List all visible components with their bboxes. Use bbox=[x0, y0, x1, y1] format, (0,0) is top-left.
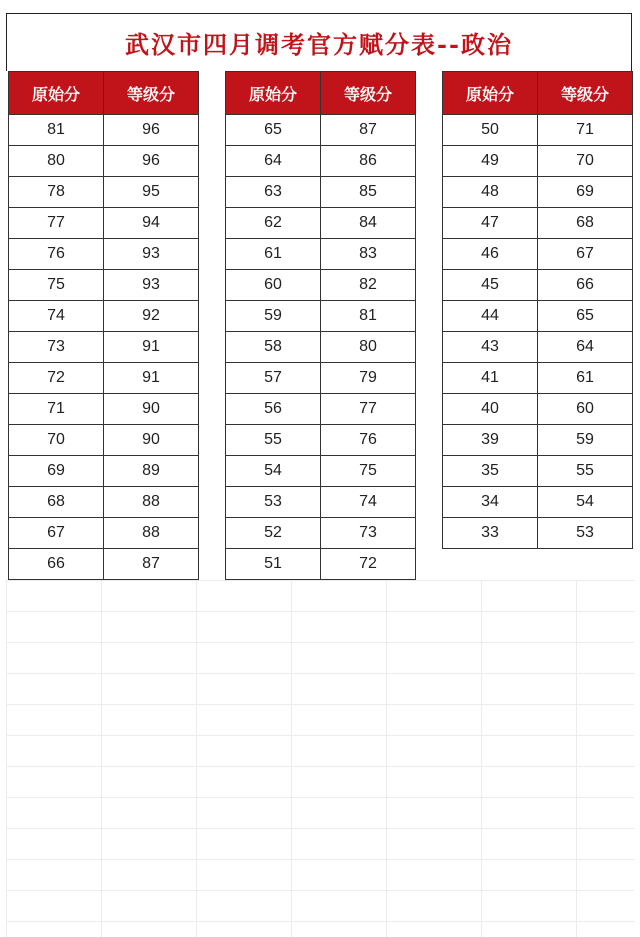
raw-score-cell: 39 bbox=[443, 425, 538, 456]
raw-score-cell: 65 bbox=[226, 115, 321, 146]
table-row bbox=[226, 456, 416, 487]
table-row bbox=[9, 177, 199, 208]
grade-score-cell: 73 bbox=[321, 518, 416, 549]
grade-score-cell: 88 bbox=[104, 518, 199, 549]
raw-score-cell: 59 bbox=[226, 301, 321, 332]
raw-score-cell: 80 bbox=[9, 146, 104, 177]
raw-score-cell: 58 bbox=[226, 332, 321, 363]
raw-score-cell: 77 bbox=[9, 208, 104, 239]
raw-score-cell: 47 bbox=[443, 208, 538, 239]
grade-score-cell: 87 bbox=[321, 115, 416, 146]
grade-score-cell: 74 bbox=[321, 487, 416, 518]
raw-score-cell: 72 bbox=[9, 363, 104, 394]
grade-score-cell: 86 bbox=[321, 146, 416, 177]
raw-score-cell: 48 bbox=[443, 177, 538, 208]
raw-score-cell: 64 bbox=[226, 146, 321, 177]
grade-score-cell: 95 bbox=[104, 177, 199, 208]
raw-score-cell: 50 bbox=[443, 115, 538, 146]
table-row bbox=[226, 115, 416, 146]
grade-score-cell: 72 bbox=[321, 549, 416, 580]
table-row bbox=[443, 115, 633, 146]
raw-score-cell: 56 bbox=[226, 394, 321, 425]
title-banner bbox=[6, 13, 632, 71]
grade-score-cell: 96 bbox=[104, 115, 199, 146]
grade-score-cell: 55 bbox=[538, 456, 633, 487]
raw-score-cell: 60 bbox=[226, 270, 321, 301]
raw-score-cell: 51 bbox=[226, 549, 321, 580]
table-row bbox=[443, 425, 633, 456]
header-raw-score: 原始分 bbox=[443, 72, 538, 115]
table-row bbox=[9, 115, 199, 146]
table-row bbox=[443, 487, 633, 518]
grade-score-cell: 96 bbox=[104, 146, 199, 177]
grade-score-cell: 94 bbox=[104, 208, 199, 239]
raw-score-cell: 78 bbox=[9, 177, 104, 208]
raw-score-cell: 63 bbox=[226, 177, 321, 208]
grade-score-cell: 89 bbox=[104, 456, 199, 487]
table-row bbox=[9, 270, 199, 301]
grade-score-cell: 84 bbox=[321, 208, 416, 239]
table-row bbox=[443, 301, 633, 332]
table-row bbox=[226, 363, 416, 394]
raw-score-cell: 61 bbox=[226, 239, 321, 270]
page-title: 武汉市四月调考官方赋分表--政治 bbox=[125, 30, 513, 59]
raw-score-cell: 69 bbox=[9, 456, 104, 487]
raw-score-cell: 71 bbox=[9, 394, 104, 425]
grade-score-cell: 83 bbox=[321, 239, 416, 270]
grade-score-cell: 81 bbox=[321, 301, 416, 332]
table-row bbox=[226, 301, 416, 332]
table-row bbox=[9, 146, 199, 177]
table-row bbox=[226, 146, 416, 177]
raw-score-cell: 74 bbox=[9, 301, 104, 332]
grade-score-cell: 82 bbox=[321, 270, 416, 301]
grade-score-cell: 80 bbox=[321, 332, 416, 363]
grade-score-cell: 70 bbox=[538, 146, 633, 177]
table-row bbox=[226, 208, 416, 239]
raw-score-cell: 68 bbox=[9, 487, 104, 518]
grade-score-cell: 59 bbox=[538, 425, 633, 456]
score-table-1 bbox=[8, 71, 199, 580]
table-row bbox=[443, 332, 633, 363]
table-row bbox=[9, 301, 199, 332]
table-row bbox=[9, 332, 199, 363]
grade-score-cell: 75 bbox=[321, 456, 416, 487]
table-row bbox=[9, 394, 199, 425]
raw-score-cell: 34 bbox=[443, 487, 538, 518]
table-row bbox=[443, 208, 633, 239]
header-raw-score: 原始分 bbox=[9, 72, 104, 115]
grade-score-cell: 85 bbox=[321, 177, 416, 208]
table-row bbox=[226, 270, 416, 301]
score-table-3 bbox=[442, 71, 633, 549]
raw-score-cell: 54 bbox=[226, 456, 321, 487]
table-row bbox=[9, 425, 199, 456]
grade-score-cell: 93 bbox=[104, 239, 199, 270]
grade-score-cell: 71 bbox=[538, 115, 633, 146]
table-row bbox=[9, 549, 199, 580]
grade-score-cell: 92 bbox=[104, 301, 199, 332]
table-row bbox=[443, 456, 633, 487]
grade-score-cell: 76 bbox=[321, 425, 416, 456]
table-row bbox=[443, 177, 633, 208]
grade-score-cell: 91 bbox=[104, 332, 199, 363]
grade-score-cell: 93 bbox=[104, 270, 199, 301]
raw-score-cell: 35 bbox=[443, 456, 538, 487]
table-row bbox=[443, 146, 633, 177]
grade-score-cell: 88 bbox=[104, 487, 199, 518]
table-row bbox=[443, 239, 633, 270]
header-grade-score: 等级分 bbox=[104, 72, 199, 115]
raw-score-cell: 41 bbox=[443, 363, 538, 394]
header-grade-score: 等级分 bbox=[538, 72, 633, 115]
grade-score-cell: 53 bbox=[538, 518, 633, 549]
grade-score-cell: 69 bbox=[538, 177, 633, 208]
raw-score-cell: 81 bbox=[9, 115, 104, 146]
grade-score-cell: 90 bbox=[104, 425, 199, 456]
table-row bbox=[9, 363, 199, 394]
raw-score-cell: 33 bbox=[443, 518, 538, 549]
header-raw-score: 原始分 bbox=[226, 72, 321, 115]
grade-score-cell: 68 bbox=[538, 208, 633, 239]
table-row bbox=[9, 239, 199, 270]
raw-score-cell: 40 bbox=[443, 394, 538, 425]
grade-score-cell: 60 bbox=[538, 394, 633, 425]
grade-score-cell: 67 bbox=[538, 239, 633, 270]
grade-score-cell: 91 bbox=[104, 363, 199, 394]
raw-score-cell: 49 bbox=[443, 146, 538, 177]
raw-score-cell: 62 bbox=[226, 208, 321, 239]
raw-score-cell: 53 bbox=[226, 487, 321, 518]
raw-score-cell: 44 bbox=[443, 301, 538, 332]
table-row bbox=[226, 239, 416, 270]
raw-score-cell: 76 bbox=[9, 239, 104, 270]
table-row bbox=[226, 332, 416, 363]
raw-score-cell: 45 bbox=[443, 270, 538, 301]
raw-score-cell: 66 bbox=[9, 549, 104, 580]
table-row bbox=[226, 425, 416, 456]
table-row bbox=[226, 394, 416, 425]
raw-score-cell: 67 bbox=[9, 518, 104, 549]
table-row bbox=[9, 518, 199, 549]
grade-score-cell: 54 bbox=[538, 487, 633, 518]
grade-score-cell: 64 bbox=[538, 332, 633, 363]
table-row bbox=[9, 487, 199, 518]
grade-score-cell: 66 bbox=[538, 270, 633, 301]
raw-score-cell: 70 bbox=[9, 425, 104, 456]
table-row bbox=[443, 518, 633, 549]
grade-score-cell: 90 bbox=[104, 394, 199, 425]
table-row bbox=[443, 270, 633, 301]
header-grade-score: 等级分 bbox=[321, 72, 416, 115]
table-row bbox=[9, 456, 199, 487]
grade-score-cell: 77 bbox=[321, 394, 416, 425]
table-row bbox=[226, 549, 416, 580]
raw-score-cell: 43 bbox=[443, 332, 538, 363]
raw-score-cell: 75 bbox=[9, 270, 104, 301]
raw-score-cell: 55 bbox=[226, 425, 321, 456]
table-row bbox=[226, 177, 416, 208]
grade-score-cell: 61 bbox=[538, 363, 633, 394]
grade-score-cell: 87 bbox=[104, 549, 199, 580]
grade-score-cell: 65 bbox=[538, 301, 633, 332]
raw-score-cell: 52 bbox=[226, 518, 321, 549]
table-row bbox=[9, 208, 199, 239]
raw-score-cell: 73 bbox=[9, 332, 104, 363]
table-row bbox=[226, 487, 416, 518]
table-row bbox=[443, 394, 633, 425]
spreadsheet-grid-background bbox=[6, 580, 634, 937]
grade-score-cell: 79 bbox=[321, 363, 416, 394]
table-row bbox=[443, 363, 633, 394]
score-table-2 bbox=[225, 71, 416, 580]
raw-score-cell: 57 bbox=[226, 363, 321, 394]
table-row bbox=[226, 518, 416, 549]
raw-score-cell: 46 bbox=[443, 239, 538, 270]
